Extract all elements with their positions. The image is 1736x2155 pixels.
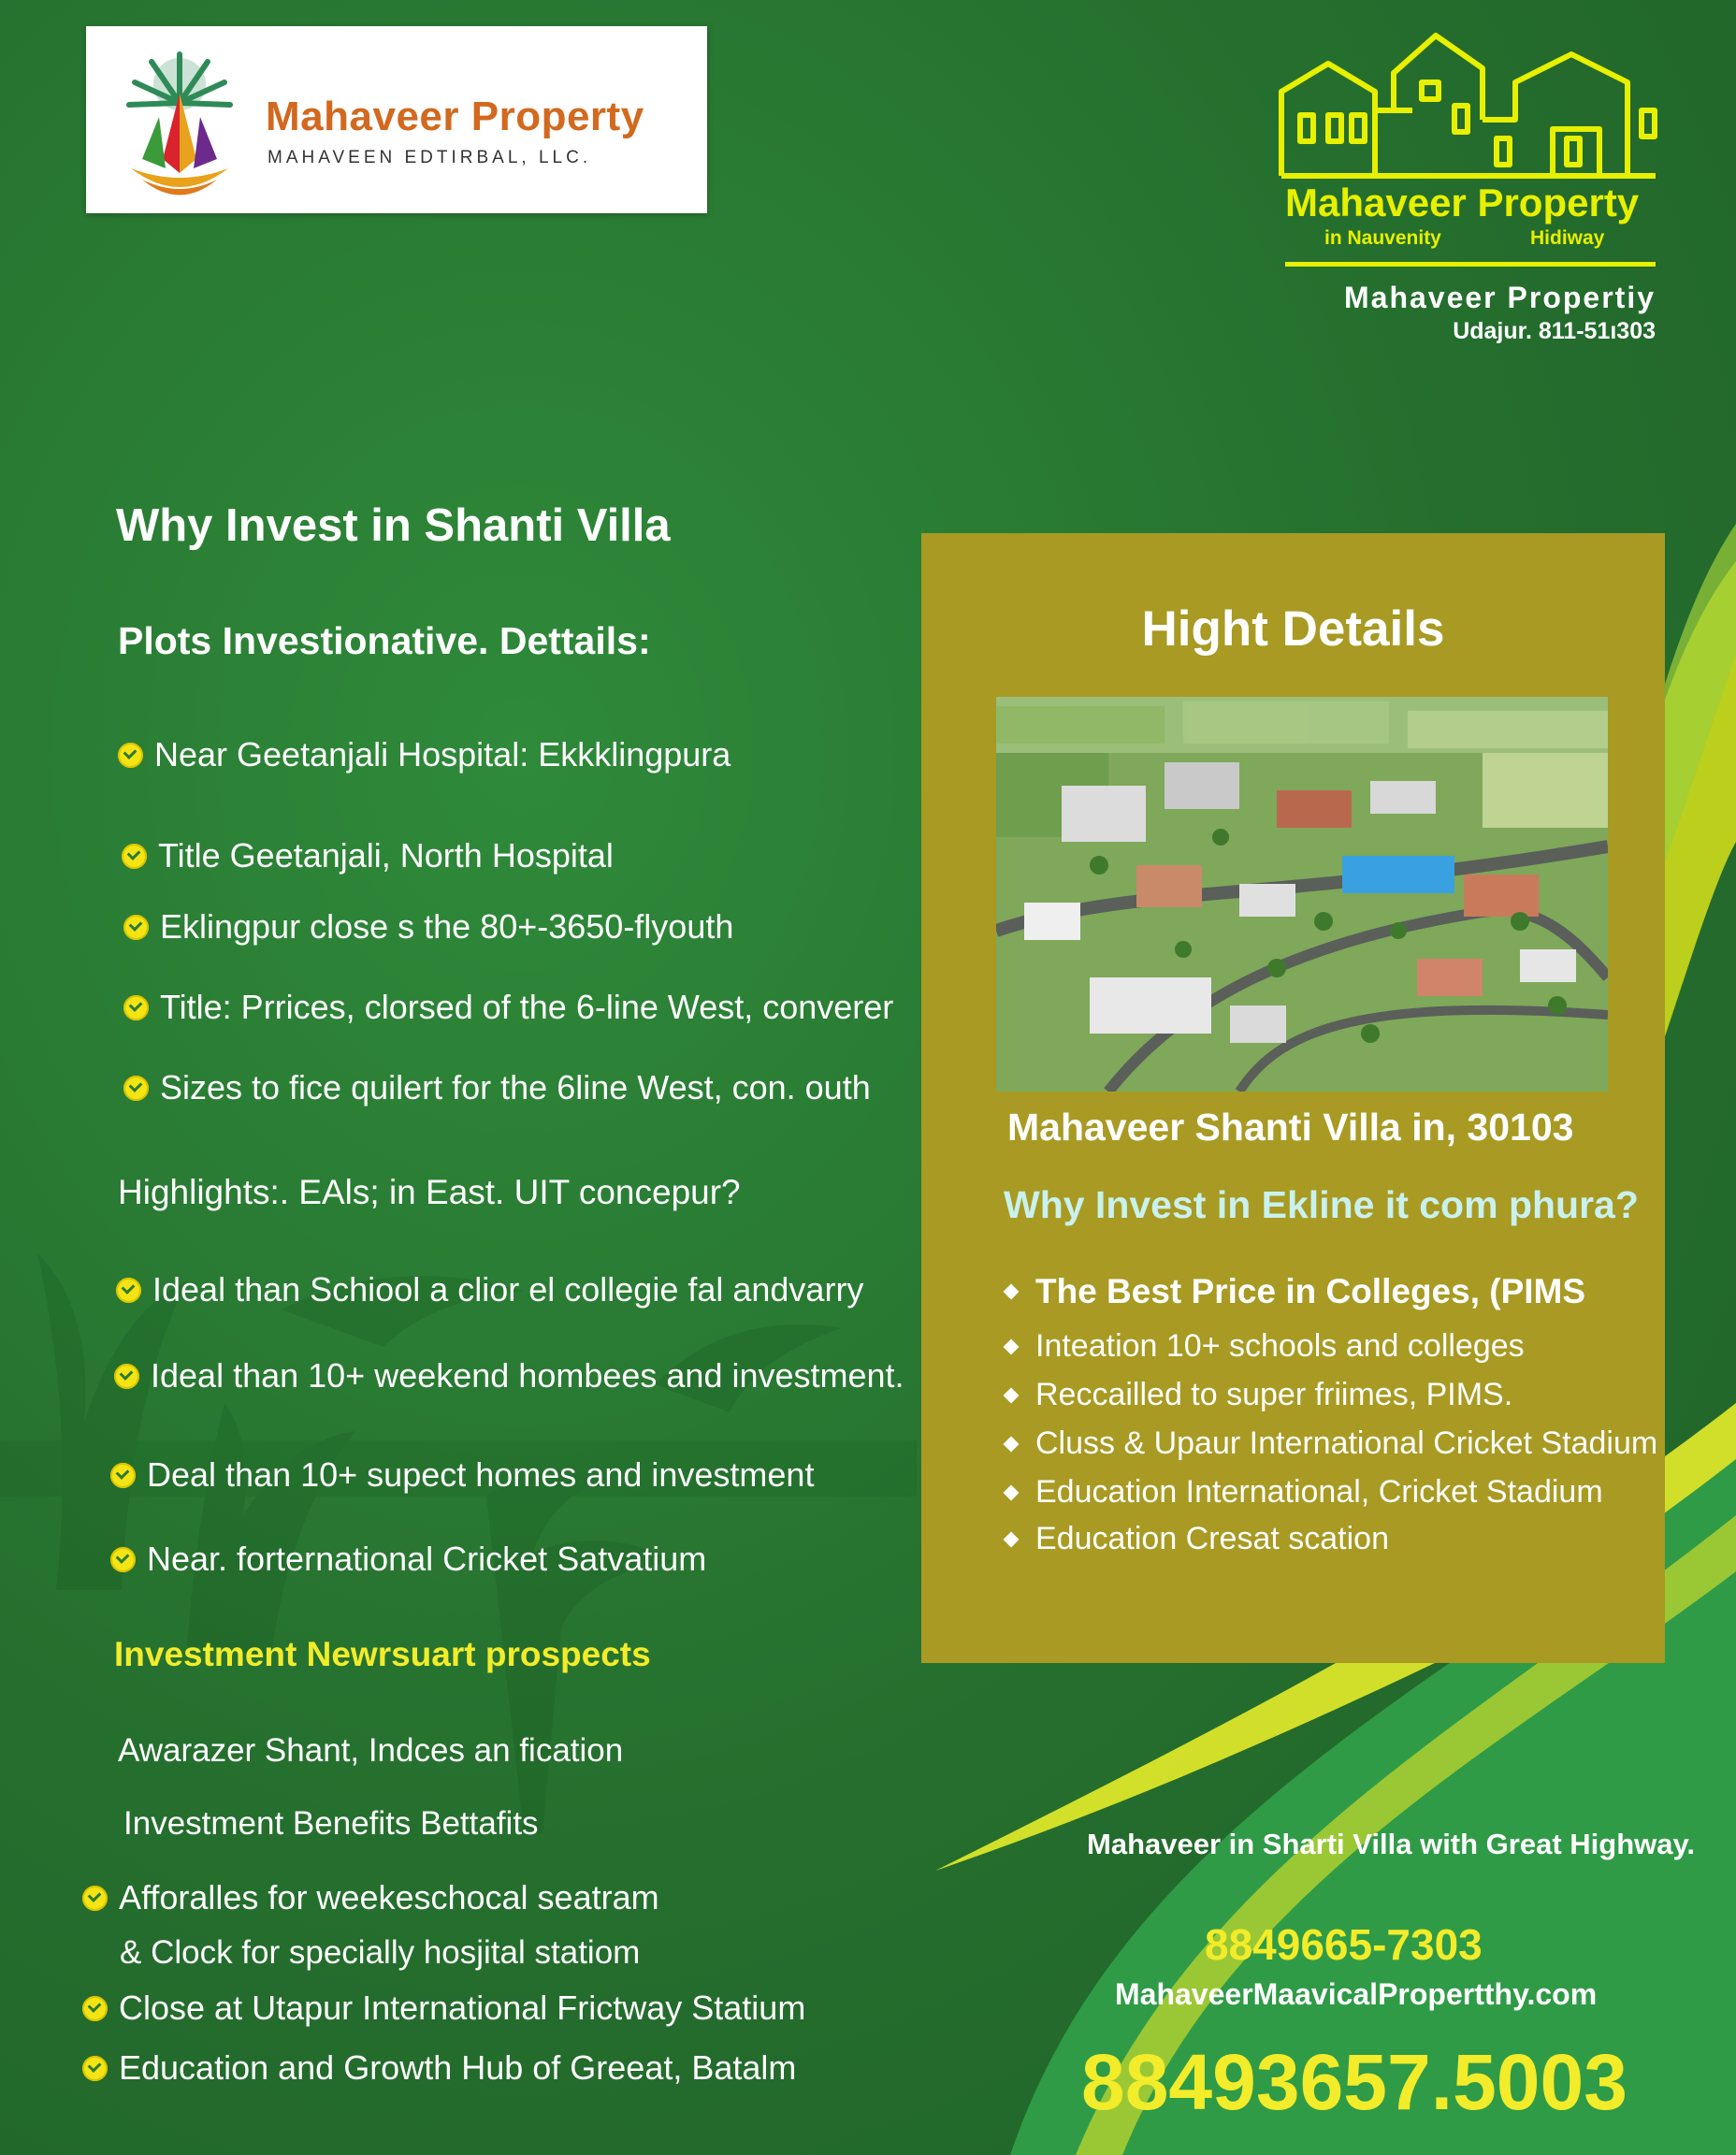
panel-list-item: Inteation 10+ schools and colleges: [1005, 1328, 1525, 1365]
benefit-item: Close at Utapur International Frictway Statium: [82, 1989, 805, 2028]
detail-item: Title Geetanjali, North Hospital: [122, 836, 614, 875]
tree-logo-icon: [114, 47, 245, 196]
logo-company-subtitle: MAHAVEEN EDTIRBAL, LLC.: [268, 148, 592, 167]
benefit-item: Education and Growth Hub of Greeat, Batalm: [82, 2048, 796, 2088]
check-bullet-icon: [110, 1547, 136, 1572]
brand-block: [1272, 26, 1665, 344]
highlight-item: Ideal than 10+ weekend hombees and investment.: [114, 1356, 904, 1396]
check-bullet-icon: [116, 1278, 141, 1303]
detail-item: Title: Prrices, clorsed of the 6-line West, converer: [123, 988, 893, 1027]
panel-list-item: Education Cresat scation: [1005, 1521, 1389, 1557]
brand-subtitle-right: Hidiway: [1530, 227, 1605, 249]
logo-company-name: Mahaveer Property: [266, 94, 644, 139]
brand-subtitle-left: in Nauvenity: [1324, 227, 1441, 249]
plots-subheading: Plots Investionative. Dettails:: [118, 619, 651, 662]
house-outline-icon: [1272, 26, 1665, 185]
details-panel: [921, 533, 1665, 1663]
contact-phone-primary[interactable]: 8849665-7303: [1205, 1920, 1483, 1969]
detail-item: Eklingpur close s the 80+-3650-flyouth: [123, 907, 733, 947]
contact-phone-large[interactable]: 88493657.5003: [1081, 2038, 1628, 2126]
panel-list-item: The Best Price in Colleges, (PIMS: [1005, 1272, 1585, 1311]
check-bullet-icon: [82, 1886, 108, 1911]
check-bullet-icon: [123, 915, 149, 940]
detail-item: Sizes to fice quilert for the 6line West, con. outh: [123, 1068, 871, 1107]
check-bullet-icon: [123, 1076, 149, 1101]
check-bullet-icon: [118, 743, 143, 768]
diamond-bullet-icon: [1004, 1531, 1020, 1547]
diamond-bullet-icon: [1004, 1387, 1020, 1403]
check-bullet-icon: [110, 1463, 136, 1488]
panel-list-item: Reccailled to super friimes, PIMS.: [1005, 1377, 1512, 1413]
check-bullet-icon: [122, 844, 147, 869]
prospects-line: Investment Benefits Bettafits: [123, 1805, 539, 1842]
aerial-township-image: [996, 697, 1608, 1092]
check-bullet-icon: [82, 2056, 108, 2081]
highlight-item: Ideal than Schiool a clior el collegie fal andvarry: [116, 1270, 863, 1309]
diamond-bullet-icon: [1004, 1284, 1020, 1300]
diamond-bullet-icon: [1004, 1484, 1020, 1500]
panel-image-caption: Mahaveer Shanti Villa in, 30103: [1007, 1106, 1574, 1149]
brand-phone: Udajur. 811-51ı303: [1453, 318, 1656, 344]
prospects-line: Awarazer Shant, Indces an fication: [118, 1732, 624, 1769]
benefit-item: Afforalles for weekeschocal seatram: [82, 1878, 659, 1917]
brand-underline: [1285, 262, 1656, 267]
panel-question: Why Invest in Ekline it com phura?: [1004, 1183, 1639, 1226]
check-bullet-icon: [123, 995, 149, 1020]
highlight-item: Near. forternational Cricket Satvatium: [110, 1540, 706, 1579]
contact-tagline: Mahaveer in Sharti Villa with Great Highway.: [1087, 1828, 1696, 1860]
brand-title: Mahaveer Property: [1285, 181, 1640, 224]
diamond-bullet-icon: [1004, 1338, 1020, 1354]
main-heading: Why Invest in Shanti Villa: [116, 500, 671, 551]
diamond-bullet-icon: [1004, 1436, 1020, 1452]
check-bullet-icon: [82, 1996, 108, 2021]
prospects-heading: Investment Newrsuart prospects: [114, 1635, 651, 1673]
highlight-item: Deal than 10+ supect homes and investment: [110, 1455, 814, 1495]
panel-list-item: Cluss & Upaur International Cricket Stadium: [1005, 1425, 1657, 1462]
benefit-continuation: & Clock for specially hosjital statiom: [120, 1934, 641, 1971]
contact-website-link[interactable]: MahaveerMaavicalPropertthy.com: [1115, 1977, 1598, 2011]
detail-item: Near Geetanjali Hospital: Ekkklingpura: [118, 735, 731, 774]
brand-name-secondary: Mahaveer Propertiy: [1343, 281, 1656, 314]
highlights-heading: Highlights:. EAls; in East. UIT concepur?: [118, 1173, 741, 1211]
panel-title: Hight Details: [1141, 601, 1445, 657]
company-logo-card: [86, 26, 707, 213]
panel-list-item: Education International, Cricket Stadium: [1005, 1474, 1603, 1511]
check-bullet-icon: [114, 1364, 139, 1389]
